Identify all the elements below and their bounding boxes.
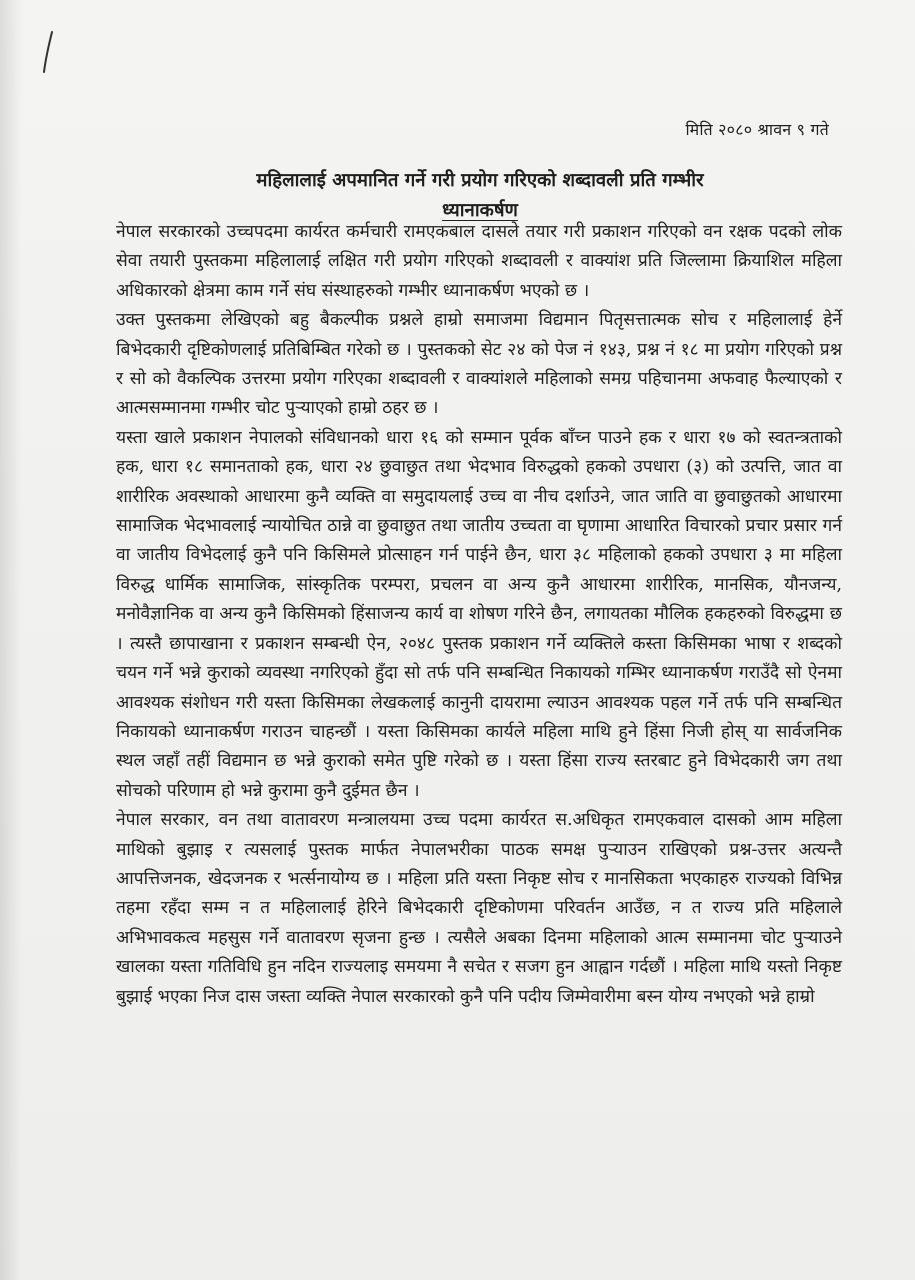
- paragraph-4: नेपाल सरकार, वन तथा वातावरण मन्त्रालयमा उच्च पदमा कार्यरत स.अधिकृत रामएकवाल दासको आम महिला माथिको बुझाइ र त्यसलाई पुस्तक मार्फत नेपालभरीका पाठक समक्ष पुऱ्याउन राखिएको प्रश्न-उत्तर अत्यन्तै आपत्तिजनक, खेदजनक र भर्त्सनायोग्य छ । महिला प्रति यस्ता निकृष्ट सोच र मानसिकता भएकाहरु राज्यको विभिन्न तहमा रहँदा सम्म न त महिलालाई हेरिने बिभेदकारी दृष्टिकोणमा परिवर्तन आउँछ, न त राज्य प्रति महिलाले अभिभावकत्व महसुस गर्ने वातावरण सृजना हुन्छ । त्यसैले अबका दिनमा महिलाको आत्म सम्मानमा चोट पुऱ्याउने खालका यस्ता गतिविधि हुन नदिन राज्यलाइ समयमा नै सचेत र सजग हुन आह्वान गर्दछौं । महिला माथि यस्तो निकृष्ट बुझाई भएका निज दास जस्ता व्यक्ति नेपाल सरकारको कुनै पनि पदीय जिम्मेवारीमा बस्न योग्य नभएको भन्ने हाम्रो: [116, 810, 842, 1007]
- document-title: [150, 166, 810, 226]
- page-edge-shadow: [0, 0, 22, 1280]
- title-line-2: ध्यानाकर्षण: [442, 200, 518, 221]
- title-line-1: महिलालाई अपमानित गर्ने गरी प्रयोग गरिएको शब्दावली प्रति गम्भीर: [256, 170, 704, 191]
- paragraph-2: उक्त पुस्तकमा लेखिएको बहु बैकल्पीक प्रश्नले हाम्रो समाजमा विद्यमान पितृसत्तात्मक सोच र महिलालाई हेर्ने बिभेदकारी दृष्टिकोणलाई प्रतिबिम्बित गरेको छ । पुस्तकको सेट २४ को पेज नं १४३, प्रश्न नं १८ मा प्रयोग गरिएको प्रश्न र सो को वैकल्पिक उत्तरमा प्रयोग गरिएका शब्दावली र वाक्यांशले महिलाको समग्र पहिचानमा अफवाह फैल्याएको र आत्मसम्मानमा गम्भीर चोट पुऱ्याएको हाम्रो ठहर छ ।: [116, 310, 842, 419]
- document-date: मिति २०८० श्रावन ९ गते: [685, 120, 829, 139]
- paragraph-1: नेपाल सरकारको उच्चपदमा कार्यरत कर्मचारी रामएकबाल दासले तयार गरी प्रकाशन गरिएको वन रक्षक पदको लोक सेवा तयारी पुस्तकमा महिलालाई लक्षित गरी प्रयोग गरिएको शब्दावली र वाक्यांश प्रति जिल्लामा क्रियाशिल महिला अधिकारको क्षेत्रमा काम गर्ने संघ संस्थाहरुको गम्भीर ध्यानाकर्षण भएको छ ।: [116, 222, 842, 301]
- pen-stroke-mark: [40, 30, 60, 76]
- document-body: [116, 218, 842, 1012]
- paragraph-3: यस्ता खाले प्रकाशन नेपालको संविधानको धारा १६ को सम्मान पूर्वक बाँच्न पाउने हक र धारा १७ को स्वतन्त्रताको हक, धारा १८ समानताको हक, धारा २४ छुवाछुत तथा भेदभाव विरुद्धको हकको उपधारा (३) को उत्पत्ति, जात वा शारीरिक अवस्थाको आधारमा कुनै व्यक्ति वा समुदायलाई उच्च वा नीच दर्शाउने, जात जाति वा छुवाछुतको आधारमा सामाजिक भेदभावलाई न्यायोचित ठान्ने वा छुवाछुत तथा जातीय उच्चता वा घृणामा आधारित विचारको प्रचार प्रसार गर्न वा जातीय विभेदलाई कुनै पनि किसिमले प्रोत्साहन गर्न पाईने छैन, धारा ३८ महिलाको हकको उपधारा ३ मा महिला विरुद्ध धार्मिक सामाजिक, सांस्कृतिक परम्परा, प्रचलन वा अन्य कुनै आधारमा शारीरिक, मानसिक, यौनजन्य, मनोवैज्ञानिक वा अन्य कुनै किसिमको हिंसाजन्य कार्य वा शोषण गरिने छैन, लगायतका मौलिक हकहरुको विरुद्धमा छ । त्यस्तै छापाखाना र प्रकाशन सम्बन्धी ऐन, २०४८ पुस्तक प्रकाशन गर्ने व्यक्तिले कस्ता किसिमका भाषा र शब्दको चयन गर्ने भन्ने कुराको व्यवस्था नगरिएको हुँदा सो तर्फ पनि सम्बन्धित निकायको गम्भिर ध्यानाकर्षण गराउँदै सो ऐनमा आवश्यक संशोधन गरी यस्ता किसिमका लेखकलाई कानुनी दायरामा ल्याउन आवश्यक पहल गर्ने तर्फ पनि सम्बन्धित निकायको ध्यानाकर्षण गराउन चाहन्छौं । यस्ता किसिमका कार्यले महिला माथि हुने हिंसा निजी होस् या सार्वजनिक स्थल जहाँ तहीं विद्यमान छ भन्ने कुराको समेत पुष्टि गरेको छ । यस्ता हिंसा राज्य स्तरबाट हुने विभेदकारी जग तथा सोचको परिणाम हो भन्ने कुरामा कुनै दुईमत छैन ।: [116, 427, 842, 801]
